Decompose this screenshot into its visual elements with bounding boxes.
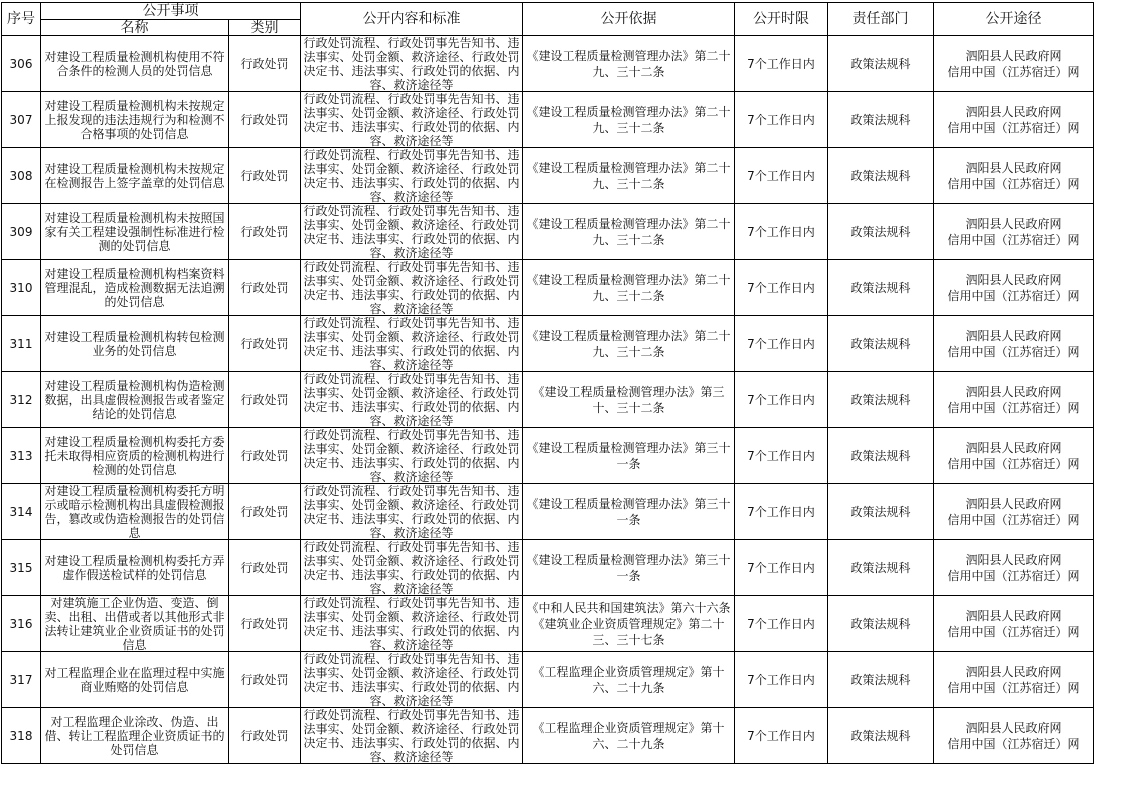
row-name: 对建设工程质量检测机构档案资料管理混乱，造成检测数据无法追溯的处罚信息 — [44, 266, 225, 309]
header-seq: 序号 — [2, 3, 41, 36]
row-basis: 《建设工程质量检测管理办法》第三十一条 — [526, 496, 731, 527]
route-credit-china-site: 信用中国（江苏宿迁）网 — [947, 232, 1080, 247]
row-route — [934, 272, 1093, 304]
route-credit-china-site: 信用中国（江苏宿迁）网 — [947, 288, 1080, 303]
table-row — [2, 92, 1094, 148]
row-time-limit: 7个工作日内 — [747, 392, 815, 407]
row-category: 行政处罚 — [240, 504, 289, 519]
row-content: 行政处罚流程、行政处罚事先告知书、违法事实、处罚金额、救济途径、行政处罚决定书、违法事实、行政处罚的依据、内容、救济途径等 — [303, 428, 520, 483]
row-basis: 《建设工程质量检测管理办法》第二十九、三十二条 — [526, 160, 731, 191]
route-credit-china-site: 信用中国（江苏宿迁）网 — [947, 456, 1080, 471]
route-credit-china-site: 信用中国（江苏宿迁）网 — [947, 736, 1080, 751]
row-seq: 311 — [9, 336, 33, 351]
row-route — [934, 608, 1093, 640]
row-name: 对建设工程质量检测机构转包检测业务的处罚信息 — [44, 329, 225, 358]
table-row — [2, 316, 1094, 372]
row-seq: 309 — [9, 224, 33, 239]
row-department: 政策法规科 — [850, 448, 911, 463]
header-content: 公开内容和标准 — [301, 3, 523, 36]
row-category: 行政处罚 — [240, 448, 289, 463]
row-department: 政策法规科 — [850, 168, 911, 183]
row-time-limit: 7个工作日内 — [747, 336, 815, 351]
row-category: 行政处罚 — [240, 336, 289, 351]
row-name: 对工程监理企业涂改、伪造、出借、转让工程监理企业资质证书的处罚信息 — [44, 714, 225, 757]
row-name: 对建设工程质量检测机构未按规定在检测报告上签字盖章的处罚信息 — [44, 161, 225, 190]
row-content: 行政处罚流程、行政处罚事先告知书、违法事实、处罚金额、救济途径、行政处罚决定书、违法事实、行政处罚的依据、内容、救济途径等 — [303, 148, 520, 203]
route-county-gov-site: 泗阳县人民政府网 — [965, 664, 1062, 679]
table-body — [2, 36, 1094, 764]
row-department: 政策法规科 — [850, 728, 911, 743]
row-seq: 312 — [9, 392, 33, 407]
route-credit-china-site: 信用中国（江苏宿迁）网 — [947, 120, 1080, 135]
row-seq: 317 — [9, 672, 33, 687]
row-route — [934, 552, 1093, 584]
row-basis: 《建设工程质量检测管理办法》第二十九、三十二条 — [526, 48, 731, 79]
row-category: 行政处罚 — [240, 728, 289, 743]
row-content: 行政处罚流程、行政处罚事先告知书、违法事实、处罚金额、救济途径、行政处罚决定书、违法事实、行政处罚的依据、内容、救济途径等 — [303, 372, 520, 427]
row-basis: 《中和人民共和国建筑法》第六十六条 《建筑业企业资质管理规定》第二十三、三十七条 — [526, 600, 731, 647]
row-basis: 《建设工程质量检测管理办法》第三十一条 — [526, 440, 731, 471]
row-category: 行政处罚 — [240, 56, 289, 71]
row-route — [934, 160, 1093, 192]
row-content: 行政处罚流程、行政处罚事先告知书、违法事实、处罚金额、救济途径、行政处罚决定书、违法事实、行政处罚的依据、内容、救济途径等 — [303, 260, 520, 315]
row-time-limit: 7个工作日内 — [747, 728, 815, 743]
row-name: 对建筑施工企业伪造、变造、倒卖、出租、出借或者以其他形式非法转让建筑业企业资质证书的处罚信息 — [44, 596, 225, 651]
row-department: 政策法规科 — [850, 56, 911, 71]
route-county-gov-site: 泗阳县人民政府网 — [965, 272, 1062, 287]
table-row — [2, 484, 1094, 540]
row-seq: 310 — [9, 280, 33, 295]
row-department: 政策法规科 — [850, 616, 911, 631]
table-row — [2, 204, 1094, 260]
route-county-gov-site: 泗阳县人民政府网 — [965, 48, 1062, 63]
row-category: 行政处罚 — [240, 112, 289, 127]
route-credit-china-site: 信用中国（江苏宿迁）网 — [947, 624, 1080, 639]
row-time-limit: 7个工作日内 — [747, 672, 815, 687]
row-route — [934, 496, 1093, 528]
row-basis: 《建设工程质量检测管理办法》第二十九、三十二条 — [526, 216, 731, 247]
row-route — [934, 384, 1093, 416]
row-seq: 318 — [9, 728, 33, 743]
row-name: 对工程监理企业在监理过程中实施商业贿赂的处罚信息 — [44, 665, 225, 694]
row-time-limit: 7个工作日内 — [747, 112, 815, 127]
route-credit-china-site: 信用中国（江苏宿迁）网 — [947, 176, 1080, 191]
row-content: 行政处罚流程、行政处罚事先告知书、违法事实、处罚金额、救济途径、行政处罚决定书、违法事实、行政处罚的依据、内容、救济途径等 — [303, 652, 520, 707]
header-department: 责任部门 — [828, 3, 934, 36]
row-content: 行政处罚流程、行政处罚事先告知书、违法事实、处罚金额、救济途径、行政处罚决定书、违法事实、行政处罚的依据、内容、救济途径等 — [303, 540, 520, 595]
header-public-item: 公开事项 — [41, 3, 301, 20]
route-credit-china-site: 信用中国（江苏宿迁）网 — [947, 400, 1080, 415]
row-name: 对建设工程质量检测机构未按照国家有关工程建设强制性标准进行检测的处罚信息 — [44, 210, 225, 253]
row-time-limit: 7个工作日内 — [747, 616, 815, 631]
row-content: 行政处罚流程、行政处罚事先告知书、违法事实、处罚金额、救济途径、行政处罚决定书、违法事实、行政处罚的依据、内容、救济途径等 — [303, 92, 520, 147]
row-content: 行政处罚流程、行政处罚事先告知书、违法事实、处罚金额、救济途径、行政处罚决定书、违法事实、行政处罚的依据、内容、救济途径等 — [303, 316, 520, 371]
row-seq: 306 — [9, 56, 33, 71]
row-content: 行政处罚流程、行政处罚事先告知书、违法事实、处罚金额、救济途径、行政处罚决定书、违法事实、行政处罚的依据、内容、救济途径等 — [303, 708, 520, 763]
row-basis: 《建设工程质量检测管理办法》第三十一条 — [526, 552, 731, 583]
row-time-limit: 7个工作日内 — [747, 224, 815, 239]
route-county-gov-site: 泗阳县人民政府网 — [965, 440, 1062, 455]
row-name: 对建设工程质量检测机构委托方委托未取得相应资质的检测机构进行检测的处罚信息 — [44, 434, 225, 477]
route-credit-china-site: 信用中国（江苏宿迁）网 — [947, 680, 1080, 695]
route-county-gov-site: 泗阳县人民政府网 — [965, 328, 1062, 343]
table-row — [2, 372, 1094, 428]
row-name: 对建设工程质量检测机构委托方弄虚作假送检试样的处罚信息 — [44, 553, 225, 582]
row-route — [934, 664, 1093, 696]
route-county-gov-site: 泗阳县人民政府网 — [965, 552, 1062, 567]
route-county-gov-site: 泗阳县人民政府网 — [965, 216, 1062, 231]
disclosure-table — [1, 2, 1094, 764]
row-route — [934, 104, 1093, 136]
route-county-gov-site: 泗阳县人民政府网 — [965, 496, 1062, 511]
row-name: 对建设工程质量检测机构伪造检测数据，出具虚假检测报告或者鉴定结论的处罚信息 — [44, 378, 225, 421]
row-basis: 《建设工程质量检测管理办法》第三十、三十二条 — [532, 384, 725, 415]
route-credit-china-site: 信用中国（江苏宿迁）网 — [947, 512, 1080, 527]
row-basis: 《建设工程质量检测管理办法》第二十九、三十二条 — [526, 328, 731, 359]
row-content: 行政处罚流程、行政处罚事先告知书、违法事实、处罚金额、救济途径、行政处罚决定书、违法事实、行政处罚的依据、内容、救济途径等 — [303, 36, 520, 91]
header-time-limit: 公开时限 — [735, 3, 828, 36]
row-category: 行政处罚 — [240, 392, 289, 407]
table-row — [2, 148, 1094, 204]
row-department: 政策法规科 — [850, 504, 911, 519]
row-basis: 《工程监理企业资质管理规定》第十六、二十九条 — [532, 720, 725, 751]
table-row — [2, 596, 1094, 652]
row-department: 政策法规科 — [850, 224, 911, 239]
row-category: 行政处罚 — [240, 672, 289, 687]
row-content: 行政处罚流程、行政处罚事先告知书、违法事实、处罚金额、救济途径、行政处罚决定书、违法事实、行政处罚的依据、内容、救济途径等 — [303, 484, 520, 539]
table-row — [2, 652, 1094, 708]
table-row — [2, 36, 1094, 92]
table-row — [2, 540, 1094, 596]
row-route — [934, 720, 1093, 752]
header-name: 名称 — [41, 20, 229, 36]
row-seq: 315 — [9, 560, 33, 575]
row-name: 对建设工程质量检测机构未按规定上报发现的违法违规行为和检测不合格事项的处罚信息 — [44, 98, 225, 141]
row-seq: 308 — [9, 168, 33, 183]
route-county-gov-site: 泗阳县人民政府网 — [965, 608, 1062, 623]
header-category: 类别 — [229, 20, 301, 36]
row-category: 行政处罚 — [240, 560, 289, 575]
table-header — [2, 3, 1094, 36]
row-content: 行政处罚流程、行政处罚事先告知书、违法事实、处罚金额、救济途径、行政处罚决定书、违法事实、行政处罚的依据、内容、救济途径等 — [303, 596, 520, 651]
row-route — [934, 216, 1093, 248]
route-credit-china-site: 信用中国（江苏宿迁）网 — [947, 64, 1080, 79]
row-department: 政策法规科 — [850, 280, 911, 295]
route-credit-china-site: 信用中国（江苏宿迁）网 — [947, 344, 1080, 359]
header-basis: 公开依据 — [523, 3, 735, 36]
row-department: 政策法规科 — [850, 392, 911, 407]
row-department: 政策法规科 — [850, 112, 911, 127]
row-category: 行政处罚 — [240, 616, 289, 631]
route-county-gov-site: 泗阳县人民政府网 — [965, 720, 1062, 735]
row-basis: 《建设工程质量检测管理办法》第二十九、三十二条 — [526, 272, 731, 303]
row-department: 政策法规科 — [850, 336, 911, 351]
row-category: 行政处罚 — [240, 280, 289, 295]
row-time-limit: 7个工作日内 — [747, 56, 815, 71]
row-content: 行政处罚流程、行政处罚事先告知书、违法事实、处罚金额、救济途径、行政处罚决定书、违法事实、行政处罚的依据、内容、救济途径等 — [303, 204, 520, 259]
row-route — [934, 440, 1093, 472]
row-seq: 316 — [9, 616, 33, 631]
row-basis: 《建设工程质量检测管理办法》第二十九、三十二条 — [526, 104, 731, 135]
route-county-gov-site: 泗阳县人民政府网 — [965, 160, 1062, 175]
row-seq: 314 — [9, 504, 33, 519]
row-time-limit: 7个工作日内 — [747, 504, 815, 519]
row-department: 政策法规科 — [850, 672, 911, 687]
table-row — [2, 708, 1094, 764]
row-category: 行政处罚 — [240, 168, 289, 183]
route-county-gov-site: 泗阳县人民政府网 — [965, 104, 1062, 119]
row-route — [934, 328, 1093, 360]
route-county-gov-site: 泗阳县人民政府网 — [965, 384, 1062, 399]
header-route: 公开途径 — [934, 3, 1094, 36]
table-row — [2, 260, 1094, 316]
table-row — [2, 428, 1094, 484]
row-category: 行政处罚 — [240, 224, 289, 239]
row-seq: 307 — [9, 112, 33, 127]
row-route — [934, 48, 1093, 80]
row-department: 政策法规科 — [850, 560, 911, 575]
row-basis: 《工程监理企业资质管理规定》第十六、二十九条 — [532, 664, 725, 695]
route-credit-china-site: 信用中国（江苏宿迁）网 — [947, 568, 1080, 583]
row-time-limit: 7个工作日内 — [747, 560, 815, 575]
row-name: 对建设工程质量检测机构委托方明示或暗示检测机构出具虚假检测报告，篡改或伪造检测报告的处罚信息 — [44, 484, 225, 539]
row-time-limit: 7个工作日内 — [747, 448, 815, 463]
row-time-limit: 7个工作日内 — [747, 168, 815, 183]
row-name: 对建设工程质量检测机构使用不符合条件的检测人员的处罚信息 — [44, 49, 225, 78]
row-seq: 313 — [9, 448, 33, 463]
row-time-limit: 7个工作日内 — [747, 280, 815, 295]
